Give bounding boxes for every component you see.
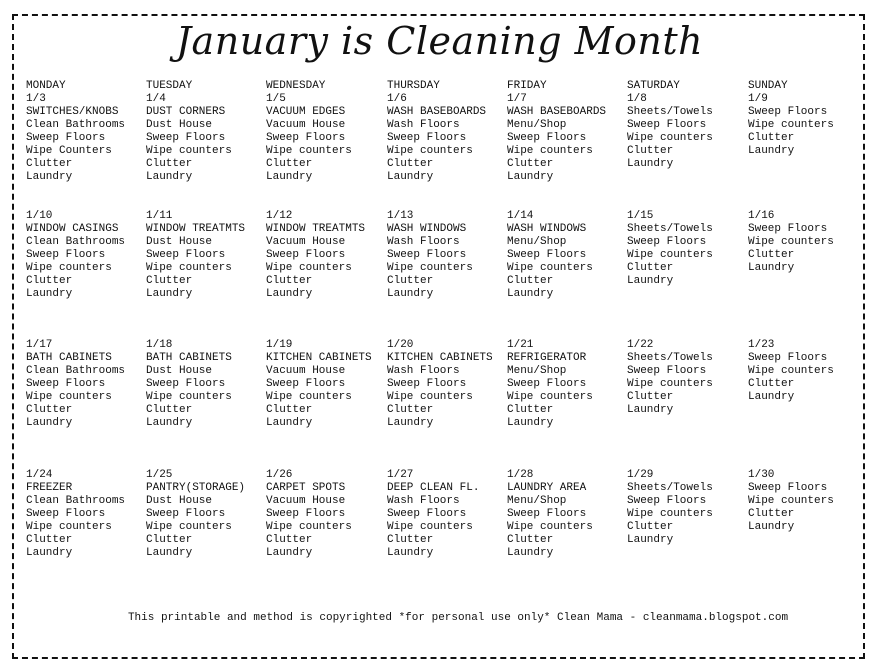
task-item: Vacuum House bbox=[266, 365, 346, 377]
task-item: Sweep Floors bbox=[748, 106, 828, 118]
task-item: Laundry bbox=[26, 171, 73, 183]
day-date: 1/10 bbox=[26, 210, 53, 222]
task-item: Wipe counters bbox=[146, 262, 232, 274]
task-item: Sweep Floors bbox=[146, 249, 226, 261]
task-item: Laundry bbox=[507, 547, 554, 559]
task-item: Sweep Floors bbox=[266, 249, 346, 261]
task-item: Wash Floors bbox=[387, 365, 460, 377]
day-date: 1/20 bbox=[387, 339, 414, 351]
task-item: REFRIGERATOR bbox=[507, 352, 587, 364]
day-date: 1/17 bbox=[26, 339, 53, 351]
task-item: Laundry bbox=[387, 417, 434, 429]
calendar-day-cell bbox=[507, 210, 627, 301]
task-item: Wipe counters bbox=[748, 365, 834, 377]
task-item: WINDOW TREATMTS bbox=[146, 223, 246, 235]
task-item: KITCHEN CABINETS bbox=[387, 352, 493, 364]
task-item: Sweep Floors bbox=[266, 508, 346, 520]
task-item: Clutter bbox=[748, 249, 795, 261]
task-item: Sweep Floors bbox=[507, 378, 587, 390]
task-item: Clutter bbox=[266, 158, 313, 170]
task-item: Wipe counters bbox=[748, 236, 834, 248]
calendar-day-cell bbox=[26, 80, 146, 184]
task-item: Laundry bbox=[26, 288, 73, 300]
task-item: Wipe counters bbox=[748, 119, 834, 131]
task-item: Laundry bbox=[507, 288, 554, 300]
calendar-day-cell bbox=[146, 210, 266, 301]
task-item: Clutter bbox=[507, 534, 554, 546]
task-item: Wipe counters bbox=[748, 495, 834, 507]
calendar-day-cell bbox=[627, 80, 747, 171]
task-item: WASH WINDOWS bbox=[507, 223, 587, 235]
task-item: Sweep Floors bbox=[627, 495, 707, 507]
task-item: VACUUM EDGES bbox=[266, 106, 346, 118]
task-item: Laundry bbox=[507, 417, 554, 429]
task-item: Sweep Floors bbox=[748, 482, 828, 494]
day-date: 1/7 bbox=[507, 93, 527, 105]
task-item: Clutter bbox=[266, 534, 313, 546]
task-item: Wipe counters bbox=[387, 145, 473, 157]
calendar-day-cell bbox=[387, 469, 507, 560]
task-item: Wipe counters bbox=[507, 262, 593, 274]
day-date: 1/19 bbox=[266, 339, 293, 351]
task-item: Clutter bbox=[146, 404, 193, 416]
task-item: Vacuum House bbox=[266, 119, 346, 131]
day-date: 1/3 bbox=[26, 93, 46, 105]
day-date: 1/15 bbox=[627, 210, 654, 222]
calendar-day-cell bbox=[507, 339, 627, 430]
task-item: Laundry bbox=[146, 288, 193, 300]
task-item: Clutter bbox=[627, 391, 674, 403]
task-item: Clutter bbox=[627, 145, 674, 157]
day-date: 1/9 bbox=[748, 93, 768, 105]
task-item: Laundry bbox=[146, 547, 193, 559]
task-item: Menu/Shop bbox=[507, 495, 567, 507]
task-item: Sheets/Towels bbox=[627, 106, 713, 118]
task-item: Laundry bbox=[627, 275, 674, 287]
task-item: Laundry bbox=[387, 547, 434, 559]
task-item: Clutter bbox=[507, 158, 554, 170]
task-item: Clutter bbox=[26, 275, 73, 287]
task-item: Clean Bathrooms bbox=[26, 119, 126, 131]
day-date: 1/14 bbox=[507, 210, 534, 222]
task-item: BATH CABINETS bbox=[146, 352, 232, 364]
task-item: Wipe counters bbox=[507, 391, 593, 403]
task-item: WINDOW TREATMTS bbox=[266, 223, 366, 235]
task-item: Laundry bbox=[146, 171, 193, 183]
weekday-header: TUESDAY bbox=[146, 80, 193, 92]
day-date: 1/4 bbox=[146, 93, 166, 105]
task-item: WASH BASEBOARDS bbox=[387, 106, 487, 118]
task-item: WINDOW CASINGS bbox=[26, 223, 119, 235]
day-date: 1/16 bbox=[748, 210, 775, 222]
task-item: Wipe counters bbox=[146, 145, 232, 157]
day-date: 1/24 bbox=[26, 469, 53, 481]
task-item: Sweep Floors bbox=[507, 132, 587, 144]
task-item: BATH CABINETS bbox=[26, 352, 112, 364]
calendar-day-cell bbox=[387, 80, 507, 184]
task-item: Clutter bbox=[266, 404, 313, 416]
task-item: Sweep Floors bbox=[146, 378, 226, 390]
task-item: Wipe counters bbox=[627, 249, 713, 261]
task-item: Laundry bbox=[748, 391, 795, 403]
weekday-header: MONDAY bbox=[26, 80, 66, 92]
task-item: Sweep Floors bbox=[748, 223, 828, 235]
task-item: Clutter bbox=[26, 158, 73, 170]
calendar-day-cell bbox=[627, 339, 747, 417]
day-date: 1/6 bbox=[387, 93, 407, 105]
calendar-day-cell bbox=[507, 80, 627, 184]
task-item: Laundry bbox=[266, 547, 313, 559]
task-item: Wipe counters bbox=[26, 391, 112, 403]
task-item: Wipe Counters bbox=[26, 145, 112, 157]
task-item: Wipe counters bbox=[26, 521, 112, 533]
task-item: Wipe counters bbox=[266, 521, 352, 533]
task-item: Laundry bbox=[748, 145, 795, 157]
task-item: Wipe counters bbox=[627, 378, 713, 390]
task-item: Sheets/Towels bbox=[627, 223, 713, 235]
task-item: Wipe counters bbox=[387, 391, 473, 403]
task-item: SWITCHES/KNOBS bbox=[26, 106, 119, 118]
task-item: FREEZER bbox=[26, 482, 73, 494]
task-item: Laundry bbox=[26, 547, 73, 559]
task-item: Wipe counters bbox=[146, 391, 232, 403]
task-item: Wash Floors bbox=[387, 119, 460, 131]
task-item: Wash Floors bbox=[387, 495, 460, 507]
calendar-day-cell bbox=[627, 210, 747, 288]
task-item: Sweep Floors bbox=[507, 508, 587, 520]
task-item: Clutter bbox=[627, 262, 674, 274]
calendar-day-cell bbox=[748, 339, 868, 404]
task-item: LAUNDRY AREA bbox=[507, 482, 587, 494]
calendar-day-cell bbox=[748, 80, 868, 158]
task-item: Clutter bbox=[507, 404, 554, 416]
task-item: Clutter bbox=[387, 275, 434, 287]
task-item: Wipe counters bbox=[387, 262, 473, 274]
task-item: Clutter bbox=[627, 521, 674, 533]
day-date: 1/13 bbox=[387, 210, 414, 222]
day-date: 1/21 bbox=[507, 339, 534, 351]
task-item: Wipe counters bbox=[627, 508, 713, 520]
calendar-day-cell bbox=[146, 339, 266, 430]
task-item: Sheets/Towels bbox=[627, 482, 713, 494]
task-item: Sweep Floors bbox=[507, 249, 587, 261]
task-item: Clutter bbox=[748, 378, 795, 390]
weekday-header: SUNDAY bbox=[748, 80, 788, 92]
calendar-day-cell bbox=[387, 210, 507, 301]
task-item: Laundry bbox=[387, 288, 434, 300]
task-item: Sweep Floors bbox=[26, 378, 106, 390]
weekday-header: WEDNESDAY bbox=[266, 80, 326, 92]
day-date: 1/25 bbox=[146, 469, 173, 481]
task-item: Sweep Floors bbox=[26, 132, 106, 144]
task-item: Clutter bbox=[26, 534, 73, 546]
task-item: Laundry bbox=[507, 171, 554, 183]
task-item: Wipe counters bbox=[266, 262, 352, 274]
task-item: Sweep Floors bbox=[387, 132, 467, 144]
calendar-day-cell bbox=[748, 469, 868, 534]
calendar-day-cell bbox=[387, 339, 507, 430]
task-item: Sweep Floors bbox=[748, 352, 828, 364]
task-item: Laundry bbox=[266, 288, 313, 300]
day-date: 1/26 bbox=[266, 469, 293, 481]
task-item: Dust House bbox=[146, 119, 213, 131]
task-item: Menu/Shop bbox=[507, 119, 567, 131]
task-item: Dust House bbox=[146, 365, 213, 377]
day-date: 1/18 bbox=[146, 339, 173, 351]
task-item: Wipe counters bbox=[627, 132, 713, 144]
task-item: Sweep Floors bbox=[387, 249, 467, 261]
task-item: Wipe counters bbox=[507, 521, 593, 533]
task-item: Dust House bbox=[146, 495, 213, 507]
task-item: DEEP CLEAN FL. bbox=[387, 482, 480, 494]
calendar-day-cell bbox=[266, 210, 386, 301]
day-date: 1/27 bbox=[387, 469, 414, 481]
calendar-day-cell bbox=[146, 80, 266, 184]
task-item: Clutter bbox=[146, 158, 193, 170]
calendar-day-cell bbox=[266, 80, 386, 184]
day-date: 1/12 bbox=[266, 210, 293, 222]
task-item: Menu/Shop bbox=[507, 365, 567, 377]
task-item: Sweep Floors bbox=[627, 236, 707, 248]
day-date: 1/11 bbox=[146, 210, 173, 222]
day-date: 1/30 bbox=[748, 469, 775, 481]
task-item: CARPET SPOTS bbox=[266, 482, 346, 494]
task-item: Wipe counters bbox=[507, 145, 593, 157]
task-item: Clean Bathrooms bbox=[26, 495, 126, 507]
task-item: PANTRY(STORAGE) bbox=[146, 482, 246, 494]
task-item: Wipe counters bbox=[266, 391, 352, 403]
calendar-day-cell bbox=[146, 469, 266, 560]
weekday-header: SATURDAY bbox=[627, 80, 680, 92]
task-item: Wipe counters bbox=[266, 145, 352, 157]
task-item: Clutter bbox=[266, 275, 313, 287]
task-item: Clutter bbox=[387, 534, 434, 546]
task-item: KITCHEN CABINETS bbox=[266, 352, 372, 364]
task-item: Vacuum House bbox=[266, 236, 346, 248]
page-title: January is Cleaning Month bbox=[175, 19, 704, 63]
task-item: Sweep Floors bbox=[146, 132, 226, 144]
calendar-day-cell bbox=[507, 469, 627, 560]
task-item: Clutter bbox=[146, 534, 193, 546]
calendar-day-cell bbox=[26, 339, 146, 430]
task-item: Clutter bbox=[387, 404, 434, 416]
task-item: Laundry bbox=[266, 171, 313, 183]
task-item: WASH WINDOWS bbox=[387, 223, 467, 235]
task-item: Sweep Floors bbox=[26, 508, 106, 520]
task-item: Laundry bbox=[266, 417, 313, 429]
task-item: Laundry bbox=[146, 417, 193, 429]
calendar-day-cell bbox=[627, 469, 747, 547]
task-item: Clutter bbox=[146, 275, 193, 287]
task-item: Laundry bbox=[627, 534, 674, 546]
task-item: Wipe counters bbox=[146, 521, 232, 533]
day-date: 1/5 bbox=[266, 93, 286, 105]
copyright-footer: This printable and method is copyrighted *for personal use only* Clean Mama - cleanmama.blogspot.com bbox=[127, 612, 789, 624]
day-date: 1/28 bbox=[507, 469, 534, 481]
task-item: Laundry bbox=[387, 171, 434, 183]
task-item: Clutter bbox=[387, 158, 434, 170]
task-item: Sweep Floors bbox=[387, 508, 467, 520]
task-item: Wipe counters bbox=[26, 262, 112, 274]
task-item: DUST CORNERS bbox=[146, 106, 226, 118]
task-item: Laundry bbox=[748, 262, 795, 274]
calendar-day-cell bbox=[748, 210, 868, 275]
task-item: Laundry bbox=[627, 158, 674, 170]
task-item: Wash Floors bbox=[387, 236, 460, 248]
task-item: Sweep Floors bbox=[266, 378, 346, 390]
task-item: Sheets/Towels bbox=[627, 352, 713, 364]
task-item: Laundry bbox=[26, 417, 73, 429]
task-item: Vacuum House bbox=[266, 495, 346, 507]
task-item: Clutter bbox=[748, 132, 795, 144]
day-date: 1/8 bbox=[627, 93, 647, 105]
task-item: Sweep Floors bbox=[627, 365, 707, 377]
task-item: Sweep Floors bbox=[627, 119, 707, 131]
task-item: Clean Bathrooms bbox=[26, 236, 126, 248]
weekday-header: THURSDAY bbox=[387, 80, 440, 92]
task-item: Clutter bbox=[507, 275, 554, 287]
task-item: Dust House bbox=[146, 236, 213, 248]
task-item: Menu/Shop bbox=[507, 236, 567, 248]
calendar-day-cell bbox=[26, 210, 146, 301]
day-date: 1/29 bbox=[627, 469, 654, 481]
task-item: Clean Bathrooms bbox=[26, 365, 126, 377]
task-item: Sweep Floors bbox=[266, 132, 346, 144]
task-item: Sweep Floors bbox=[26, 249, 106, 261]
calendar-day-cell bbox=[266, 469, 386, 560]
task-item: Laundry bbox=[627, 404, 674, 416]
weekday-header: FRIDAY bbox=[507, 80, 547, 92]
calendar-day-cell bbox=[26, 469, 146, 560]
task-item: Wipe counters bbox=[387, 521, 473, 533]
day-date: 1/22 bbox=[627, 339, 654, 351]
task-item: WASH BASEBOARDS bbox=[507, 106, 607, 118]
day-date: 1/23 bbox=[748, 339, 775, 351]
task-item: Clutter bbox=[748, 508, 795, 520]
task-item: Laundry bbox=[748, 521, 795, 533]
task-item: Sweep Floors bbox=[146, 508, 226, 520]
task-item: Sweep Floors bbox=[387, 378, 467, 390]
task-item: Clutter bbox=[26, 404, 73, 416]
calendar-day-cell bbox=[266, 339, 386, 430]
